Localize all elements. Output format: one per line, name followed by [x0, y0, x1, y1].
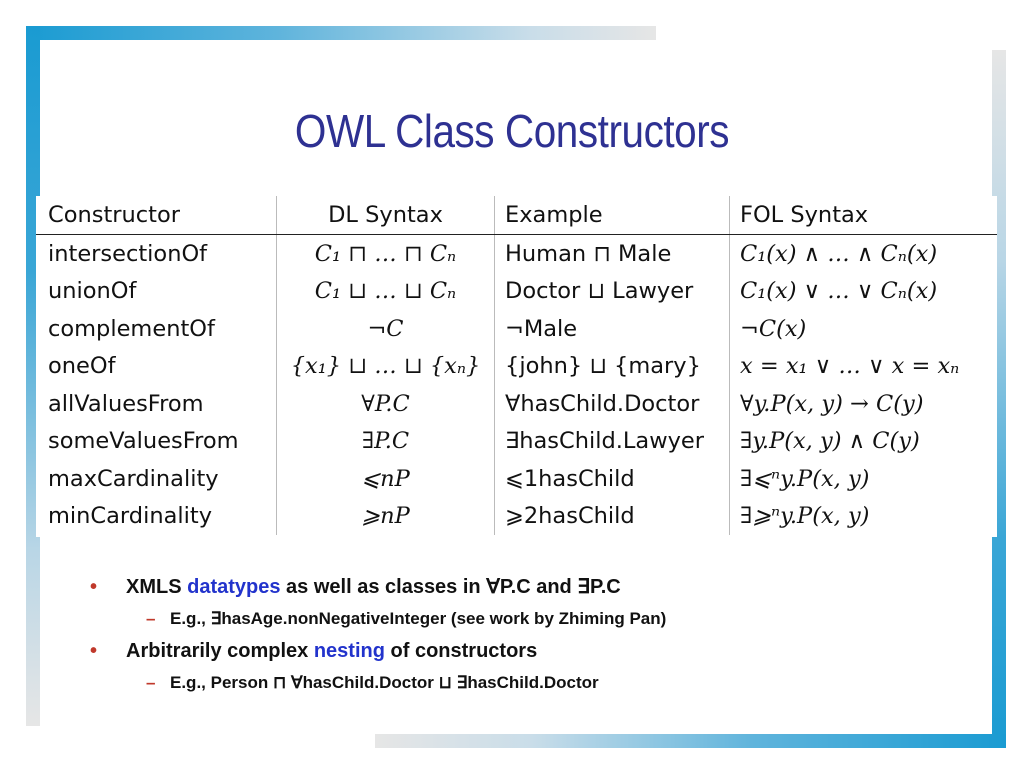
bullet-mark: •	[90, 640, 98, 662]
cell-fol-syntax: C₁(x) ∨ … ∨ Cₙ(x)	[730, 273, 998, 311]
header-example: Example	[495, 196, 730, 235]
sub-bullet-text: E.g., Person ⊓ ∀hasChild.Doctor ⊔ ∃hasChild.Doctor	[170, 673, 599, 692]
cell-fol-syntax: ∃y.P(x, y) ∧ C(y)	[730, 423, 998, 461]
bullet-text: as well as classes in ∀P.C and ∃P.C	[280, 576, 621, 598]
table-row	[36, 460, 997, 498]
frame-bar-bottom	[375, 734, 1006, 748]
header-dl-syntax: DL Syntax	[277, 196, 495, 235]
cell-constructor: complementOf	[48, 315, 215, 342]
cell-dl-syntax: ∀P.C	[277, 385, 495, 423]
cell-dl-syntax: ⩾nP	[277, 498, 495, 536]
table-row	[36, 385, 997, 423]
cell-example: Human ⊓ Male	[495, 235, 730, 273]
sub-bullet-item	[90, 604, 970, 634]
cell-example: ⩽1hasChild	[495, 460, 730, 498]
cell-fol-syntax: C₁(x) ∧ … ∧ Cₙ(x)	[730, 235, 998, 273]
cell-example: ∀hasChild.Doctor	[495, 385, 730, 423]
cell-constructor: intersectionOf	[48, 240, 208, 267]
bullet-highlight: nesting	[313, 640, 385, 662]
cell-fol-syntax: ∃⩽ⁿy.P(x, y)	[730, 460, 998, 498]
table-row	[36, 423, 997, 461]
cell-fol-syntax: ∀y.P(x, y) → C(y)	[730, 385, 998, 423]
cell-dl-syntax: ¬C	[277, 310, 495, 348]
frame-bar-top	[26, 26, 656, 40]
bullet-mark: •	[90, 576, 98, 598]
header-constructor: Constructor	[36, 196, 277, 235]
cell-constructor: unionOf	[48, 278, 137, 305]
bullet-item	[90, 634, 970, 668]
sub-bullet-item	[90, 668, 970, 698]
cell-constructor: allValuesFrom	[48, 390, 204, 417]
cell-constructor: someValuesFrom	[48, 428, 239, 455]
bullet-text: Arbitrarily complex	[126, 640, 314, 662]
header-fol-syntax: FOL Syntax	[730, 196, 998, 235]
sub-bullet-mark: –	[146, 609, 156, 628]
table-row	[36, 310, 997, 348]
cell-dl-syntax: ∃P.C	[277, 423, 495, 461]
table-header-row	[36, 196, 997, 235]
slide-title: OWL Class Constructors	[294, 105, 730, 157]
cell-example: ∃hasChild.Lawyer	[495, 423, 730, 461]
constructor-table	[36, 196, 997, 537]
cell-dl-syntax: {x₁} ⊔ … ⊔ {xₙ}	[277, 348, 495, 386]
cell-example: ¬Male	[495, 310, 730, 348]
bullet-highlight: datatypes	[187, 576, 281, 598]
cell-constructor: minCardinality	[48, 503, 213, 530]
cell-fol-syntax: ∃⩾ⁿy.P(x, y)	[730, 498, 998, 536]
cell-example: ⩾2hasChild	[495, 498, 730, 536]
sub-bullet-text: E.g., ∃hasAge.nonNegativeInteger (see work by Zhiming Pan)	[170, 609, 667, 628]
cell-dl-syntax: ⩽nP	[277, 460, 495, 498]
table-row	[36, 273, 997, 311]
bullet-text: of constructors	[384, 640, 538, 662]
cell-constructor: oneOf	[48, 353, 116, 380]
cell-example: Doctor ⊔ Lawyer	[495, 273, 730, 311]
sub-bullet-mark: –	[146, 673, 156, 692]
cell-dl-syntax: C₁ ⊓ … ⊓ Cₙ	[277, 235, 495, 273]
cell-dl-syntax: C₁ ⊔ … ⊔ Cₙ	[277, 273, 495, 311]
bullet-list	[90, 570, 970, 698]
cell-fol-syntax: ¬C(x)	[730, 310, 998, 348]
table-row	[36, 348, 997, 386]
cell-fol-syntax: x = x₁ ∨ … ∨ x = xₙ	[730, 348, 998, 386]
bullet-item	[90, 570, 970, 604]
cell-constructor: maxCardinality	[48, 465, 219, 492]
cell-example: {john} ⊔ {mary}	[495, 348, 730, 386]
table-row	[36, 498, 997, 536]
table-row	[36, 235, 997, 273]
bullet-text: XMLS	[126, 576, 188, 598]
